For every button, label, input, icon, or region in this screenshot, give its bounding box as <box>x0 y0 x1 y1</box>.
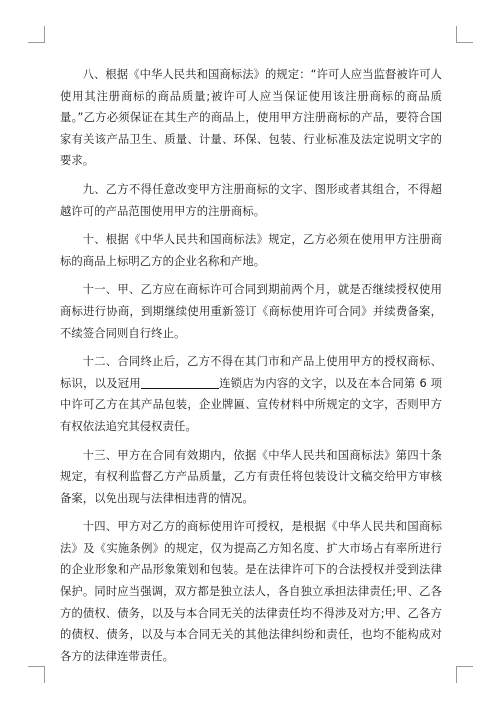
crop-mark-top-left <box>28 26 45 43</box>
blank-fill-line[interactable] <box>141 376 219 389</box>
clause-10: 十、根据《中华人民共和国商标法》规定，乙方必须在使用甲方注册商标的商品上标明乙方的企业名称和产地。 <box>60 233 442 268</box>
clause-12-text-before: 十二、合同终止后，乙方不得在其门市和产品上使用甲方的授权商标、标识，以及冠用 <box>60 355 442 390</box>
clause-11: 十一、甲、乙方应在商标许可合同到期前两个月，就是否继续授权使用商标进行协商，到期继续使用重新签订《商标使用许可合同》并续费备案，不续签合同则自行终止。 <box>60 283 442 340</box>
crop-mark-bottom-right <box>456 666 473 683</box>
clause-14: 十四、甲方对乙方的商标使用许可授权，是根据《中华人民共和国商标法》及《实施条例》的规定，仅为提高乙方知名度、扩大市场占有率所进行的企业形象和产品形象策划和包装。是在法律许可下的合法授权并受到法律保护。同时应当强调，双方都是独立法人，各自独立承担法律责任;甲、乙各方的债权、债务，以及与本合同无关的法律责任均不得涉及对方;甲、乙各方的债权、债务，以及与本合同无关的其他法律纠纷和责任，也均不能构成对各方的法律连带责任。 <box>60 520 442 663</box>
clause-8: 八、根据《中华人民共和国商标法》的规定：“许可人应当监督被许可人使用其注册商标的商品质量;被许可人应当保证使用该注册商标的商品质量。”乙方必须保证在其生产的商品上，使用甲方注册商标的产品，要符合国家有关该产品卫生、质量、计量、环保、包装、行业标准及法定说明文字的要求。 <box>60 68 442 168</box>
document-body <box>60 64 442 674</box>
crop-mark-top-right <box>456 26 473 43</box>
clause-12-text-after: 连锁店为内容的文字，以及在本合同第 6 项中许可乙方在其产品包装，企业牌匾、宣传材料中所规定的文字，否则甲方有权依法追究其侵权责任。 <box>60 376 442 433</box>
clause-9: 九、乙方不得任意改变甲方注册商标的文字、图形或者其组合，不得超越许可的产品范围使用甲方的注册商标。 <box>60 182 442 218</box>
clause-13: 十三、甲方在合同有效期内，依据《中华人民共和国商标法》第四十条规定，有权利监督乙方产品质量，乙方有责任将包装设计文稿交给甲方审核备案，以免出现与法律相违背的情况。 <box>60 448 442 505</box>
clause-12 <box>60 351 442 437</box>
crop-mark-bottom-left <box>28 666 45 683</box>
